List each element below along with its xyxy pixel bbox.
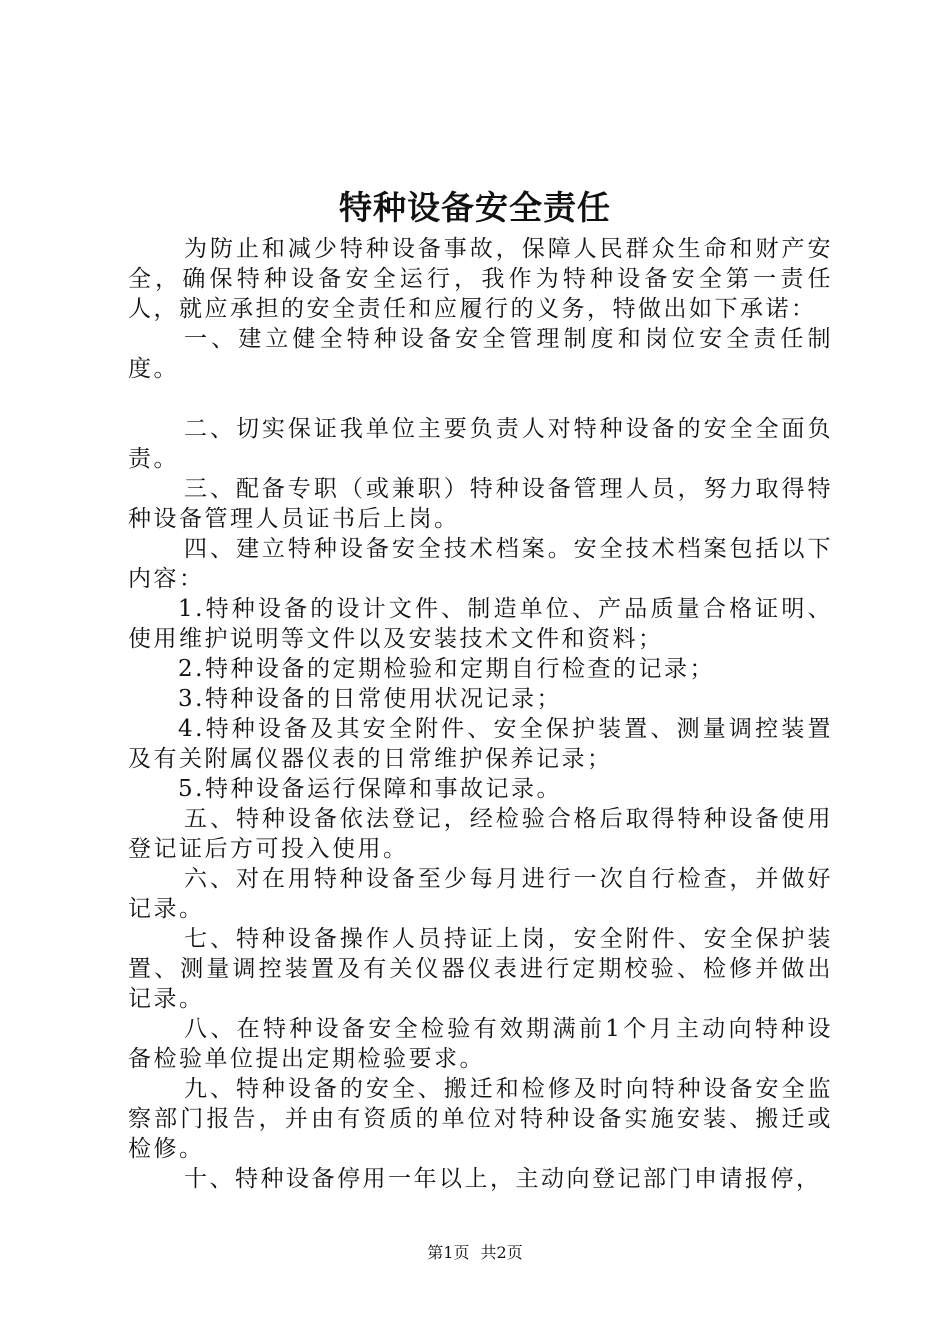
page-footer: [0, 1241, 950, 1265]
archive-item-4: 4.特种设备及其安全附件、安全保护装置、测量调控装置及有关附属仪器仪表的日常维护保养记录；: [128, 716, 833, 772]
clause-1: 一、建立健全特种设备安全管理制度和岗位安全责任制度。: [128, 326, 833, 382]
clause-7: 七、特种设备操作人员持证上岗，安全附件、安全保护装置、测量调控装置及有关仪器仪表进行定期校验、检修并做出记录。: [128, 926, 833, 1012]
archive-item-3: 3.特种设备的日常使用状况记录；: [178, 686, 562, 712]
page-number: 第1页: [427, 1243, 470, 1262]
clause-8: 八、在特种设备安全检验有效期满前1个月主动向特种设备检验单位提出定期检验要求。: [128, 1016, 833, 1072]
intro-paragraph: 为防止和减少特种设备事故，保障人民群众生命和财产安全，确保特种设备安全运行，我作为特种设备安全第一责任人，就应承担的安全责任和应履行的义务，特做出如下承诺：: [128, 236, 833, 322]
archive-item-1: 1.特种设备的设计文件、制造单位、产品质量合格证明、使用维护说明等文件以及安装技术文件和资料；: [128, 596, 833, 652]
document-body: [128, 234, 833, 1194]
clause-9: 九、特种设备的安全、搬迁和检修及时向特种设备安全监察部门报告，并由有资质的单位对特种设备实施安装、搬迁或检修。: [128, 1076, 833, 1162]
page-total: 共2页: [480, 1243, 523, 1262]
archive-item-5: 5.特种设备运行保障和事故记录。: [178, 776, 562, 802]
clause-10: 十、特种设备停用一年以上，主动向登记部门申请报停，: [184, 1166, 822, 1192]
archive-item-2: 2.特种设备的定期检验和定期自行检查的记录；: [178, 656, 715, 682]
clause-6: 六、对在用特种设备至少每月进行一次自行检查，并做好记录。: [128, 866, 833, 922]
clause-2: 二、切实保证我单位主要负责人对特种设备的安全全面负责。: [128, 416, 833, 472]
document-title: 特种设备安全责任: [339, 188, 611, 227]
clause-3: 三、配备专职（或兼职）特种设备管理人员，努力取得特种设备管理人员证书后上岗。: [128, 476, 833, 532]
clause-4: 四、建立特种设备安全技术档案。安全技术档案包括以下内容：: [128, 536, 833, 592]
clause-5: 五、特种设备依法登记，经检验合格后取得特种设备使用登记证后方可投入使用。: [128, 806, 833, 862]
